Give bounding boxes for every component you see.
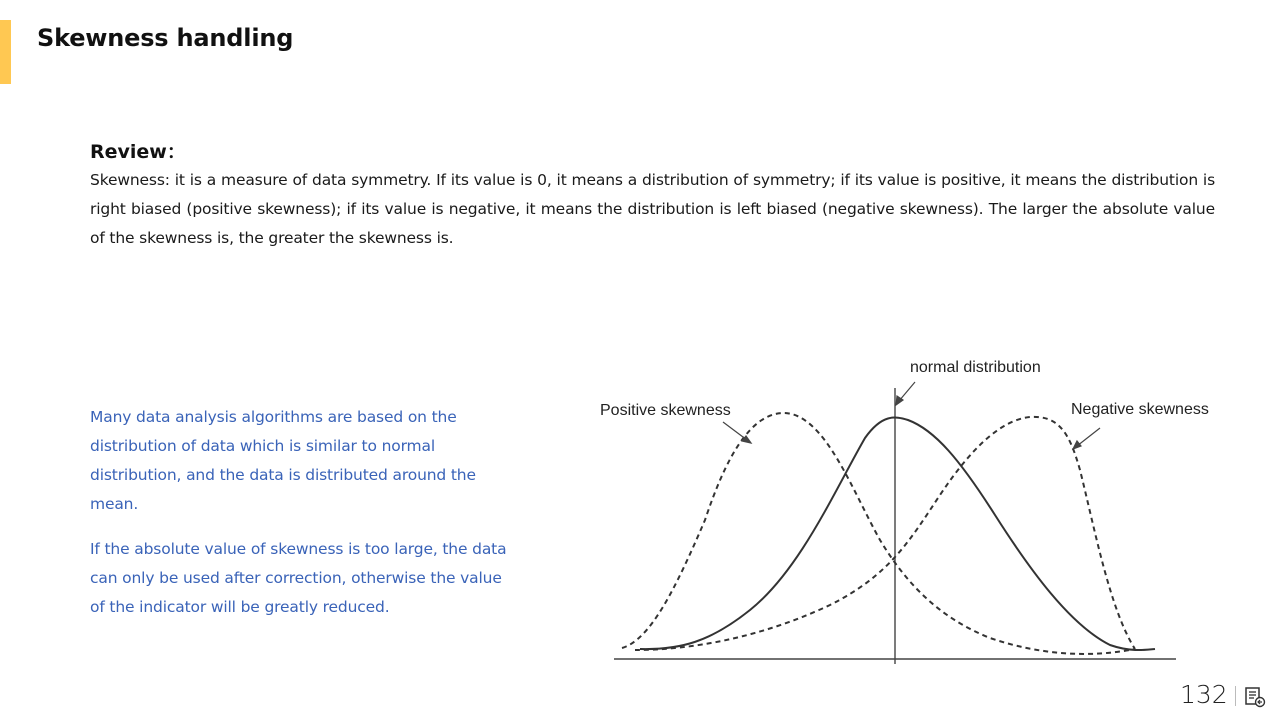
- notes-icon[interactable]: [1244, 686, 1266, 708]
- review-body: Skewness: it is a measure of data symmetry. If its value is 0, it means a distribution of symmetry; if its value is positive, it means the distribution is right biased (positive skewness); if its value is negative, it means the distribution is left biased (negative skewness). The larger the absolute value of the skewness is, the greater the skewness is.: [90, 171, 1215, 247]
- label-negative-skewness: Negative skewness: [1071, 401, 1209, 418]
- page-number: 132: [1180, 680, 1228, 709]
- label-positive-skewness: Positive skewness: [600, 402, 731, 419]
- note-paragraph-2: If the absolute value of skewness is too large, the data can only be used after correction, otherwise the value of the indicator will be greatly reduced.: [90, 540, 507, 616]
- review-heading: Review：: [90, 141, 186, 163]
- note-paragraph-1: Many data analysis algorithms are based on the distribution of data which is similar to normal distribution, and the data is distributed around the mean.: [90, 408, 476, 513]
- negative-skewness-curve: [635, 417, 1135, 650]
- arrow-negative: [1073, 428, 1100, 449]
- skewness-figure: [590, 350, 1230, 670]
- label-normal-distribution: normal distribution: [910, 359, 1041, 376]
- title-accent-bar: [0, 20, 11, 84]
- positive-skewness-curve: [622, 413, 1135, 654]
- arrow-normal: [896, 382, 915, 405]
- page-divider: [1235, 686, 1236, 706]
- normal-distribution-curve: [640, 418, 1155, 650]
- slide-title: Skewness handling: [37, 24, 294, 52]
